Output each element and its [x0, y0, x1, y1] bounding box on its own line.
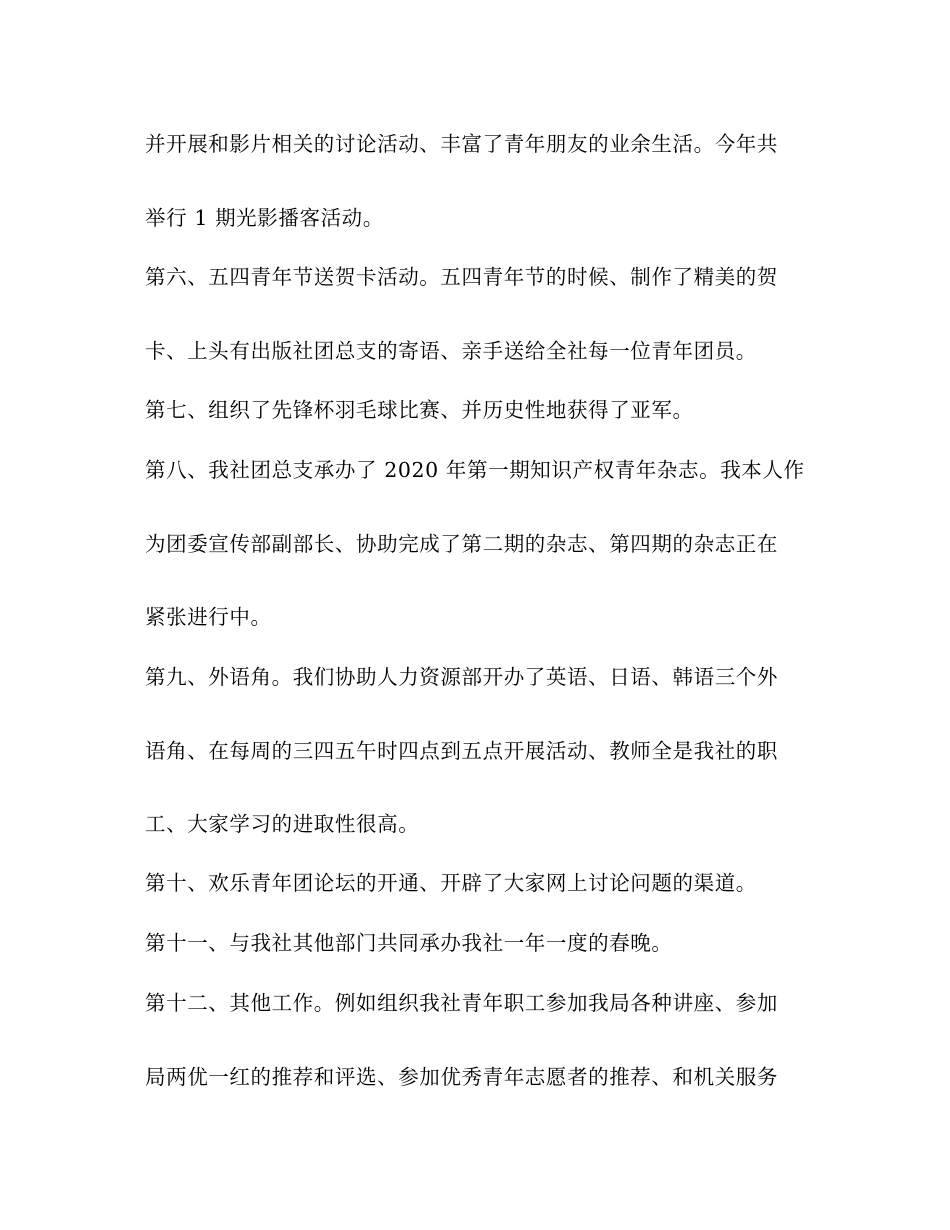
text-line: 语角、在每周的三四五午时四点到五点开展活动、教师全是我社的职: [145, 739, 778, 763]
text-line: 局两优一红的推荐和评选、参加优秀青年志愿者的推荐、和机关服务: [145, 1065, 778, 1089]
text-line: 卡、上头有出版社团总支的寄语、亲手送给全社每一位青年团员。: [145, 339, 757, 363]
text-line: 紧张进行中。: [145, 605, 272, 629]
text-line: 第六、五四青年节送贺卡活动。五四青年节的时候、制作了精美的贺: [145, 265, 778, 289]
text-line: 第十二、其他工作。例如组织我社青年职工参加我局各种讲座、参加: [145, 991, 778, 1015]
text-line: 第十一、与我社其他部门共同承办我社一年一度的春晚。: [145, 931, 673, 955]
text-line: 为团委宣传部副部长、协助完成了第二期的杂志、第四期的杂志正在: [145, 532, 778, 556]
text-line: 并开展和影片相关的讨论活动、丰富了青年朋友的业余生活。今年共: [145, 132, 778, 156]
text-line: 第八、我社团总支承办了 2020 年第一期知识产权青年杂志。我本人作: [145, 458, 805, 482]
text-line: 工、大家学习的进取性很高。: [145, 812, 420, 836]
text-line: 第十、欢乐青年团论坛的开通、开辟了大家网上讨论问题的渠道。: [145, 871, 757, 895]
text-line: 第七、组织了先锋杯羽毛球比赛、并历史性地获得了亚军。: [145, 398, 694, 422]
text-line: 第九、外语角。我们协助人力资源部开办了英语、日语、韩语三个外: [145, 665, 778, 689]
text-line: 举行 1 期光影播客活动。: [145, 206, 384, 230]
